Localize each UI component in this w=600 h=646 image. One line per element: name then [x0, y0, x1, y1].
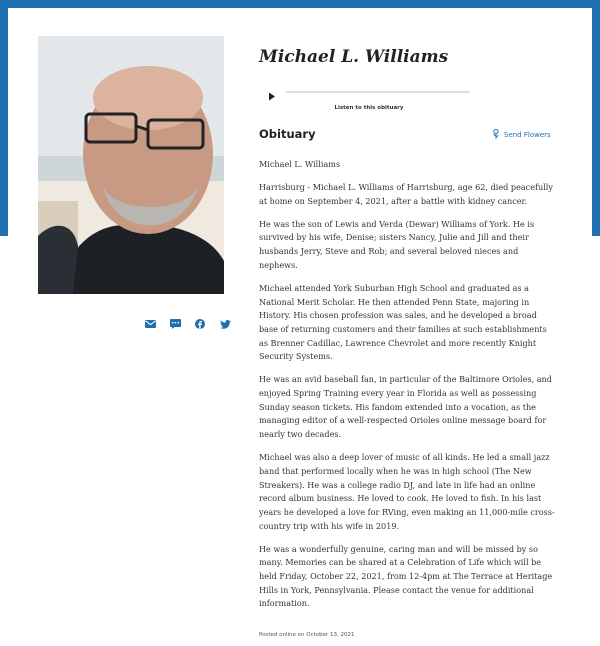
twitter-icon[interactable] — [218, 318, 232, 330]
obituary-paragraph: Harrisburg - Michael L. Williams of Harrisburg, age 62, died peacefully at home on September 4, 2021, after a battle with kidney cancer. — [259, 182, 553, 206]
facebook-icon[interactable] — [193, 318, 207, 330]
posted-date: Posted online on October 13, 2021 — [259, 632, 355, 638]
audio-progress-track[interactable] — [286, 91, 470, 93]
obituary-paragraph: Michael attended York Suburban High School and graduated as a National Merit Scholar. He then attended Penn State, majoring in History. His chosen profession was sales, and he developed a broad base of returning customers and their families at such establishments as Brenner Cadillac, Lawrence Chevrolet and more recently Knight Security Systems. — [259, 282, 547, 362]
listen-label: Listen to this obituary — [334, 105, 404, 111]
flowers-icon — [492, 129, 500, 141]
send-flowers-label: Send Flowers — [504, 131, 551, 139]
audio-player — [268, 86, 470, 98]
deceased-name: Michael L. Williams — [259, 47, 449, 67]
sms-icon[interactable] — [168, 318, 182, 330]
obituary-paragraph: He was the son of Lewis and Verda (Dewar) Williams of York. He is survived by his wife, Denise; sisters Nancy, Julie and Jill and their husbands Jerry, Steve and Rob; and several beloved nieces and nephews. — [259, 218, 535, 270]
obituary-paragraph: He was a wonderfully genuine, caring man and will be missed by so many. Memories can be shared at a Celebration of Life which will be held Friday, October 22, 2021, from 12-4pm at The Terrace at Heritage Hills in York, Pennsylvania. Please contact the venue for additional information. — [259, 543, 553, 609]
email-icon[interactable] — [143, 318, 157, 330]
portrait-photo — [38, 36, 224, 294]
obituary-paragraph: Michael L. Williams — [259, 159, 341, 169]
share-bar — [143, 318, 232, 330]
obituary-paragraph: Michael was also a deep lover of music of all kinds. He led a small jazz band that performed locally when he was in high school (The New Streakers). He was a college radio DJ, and late in life had an online record album business. He loved to cook. He loved to fish. In his last years he developed a love for RVing, even making an 11,000-mile cross-country trip with his wife in 2019. — [259, 452, 555, 531]
obituary-text — [259, 158, 555, 620]
obituary-paragraph: He was an avid baseball fan, in particular of the Baltimore Orioles, and enjoyed Spring Training every year in Florida as well as possessing Sunday season tickets. His fandom extended into a vocation, as the managing editor of a well-respected Orioles online message board for nearly two decades. — [259, 374, 552, 440]
obituary-heading: Obituary — [259, 127, 316, 141]
send-flowers-link[interactable] — [492, 129, 551, 141]
play-button[interactable] — [268, 86, 278, 98]
